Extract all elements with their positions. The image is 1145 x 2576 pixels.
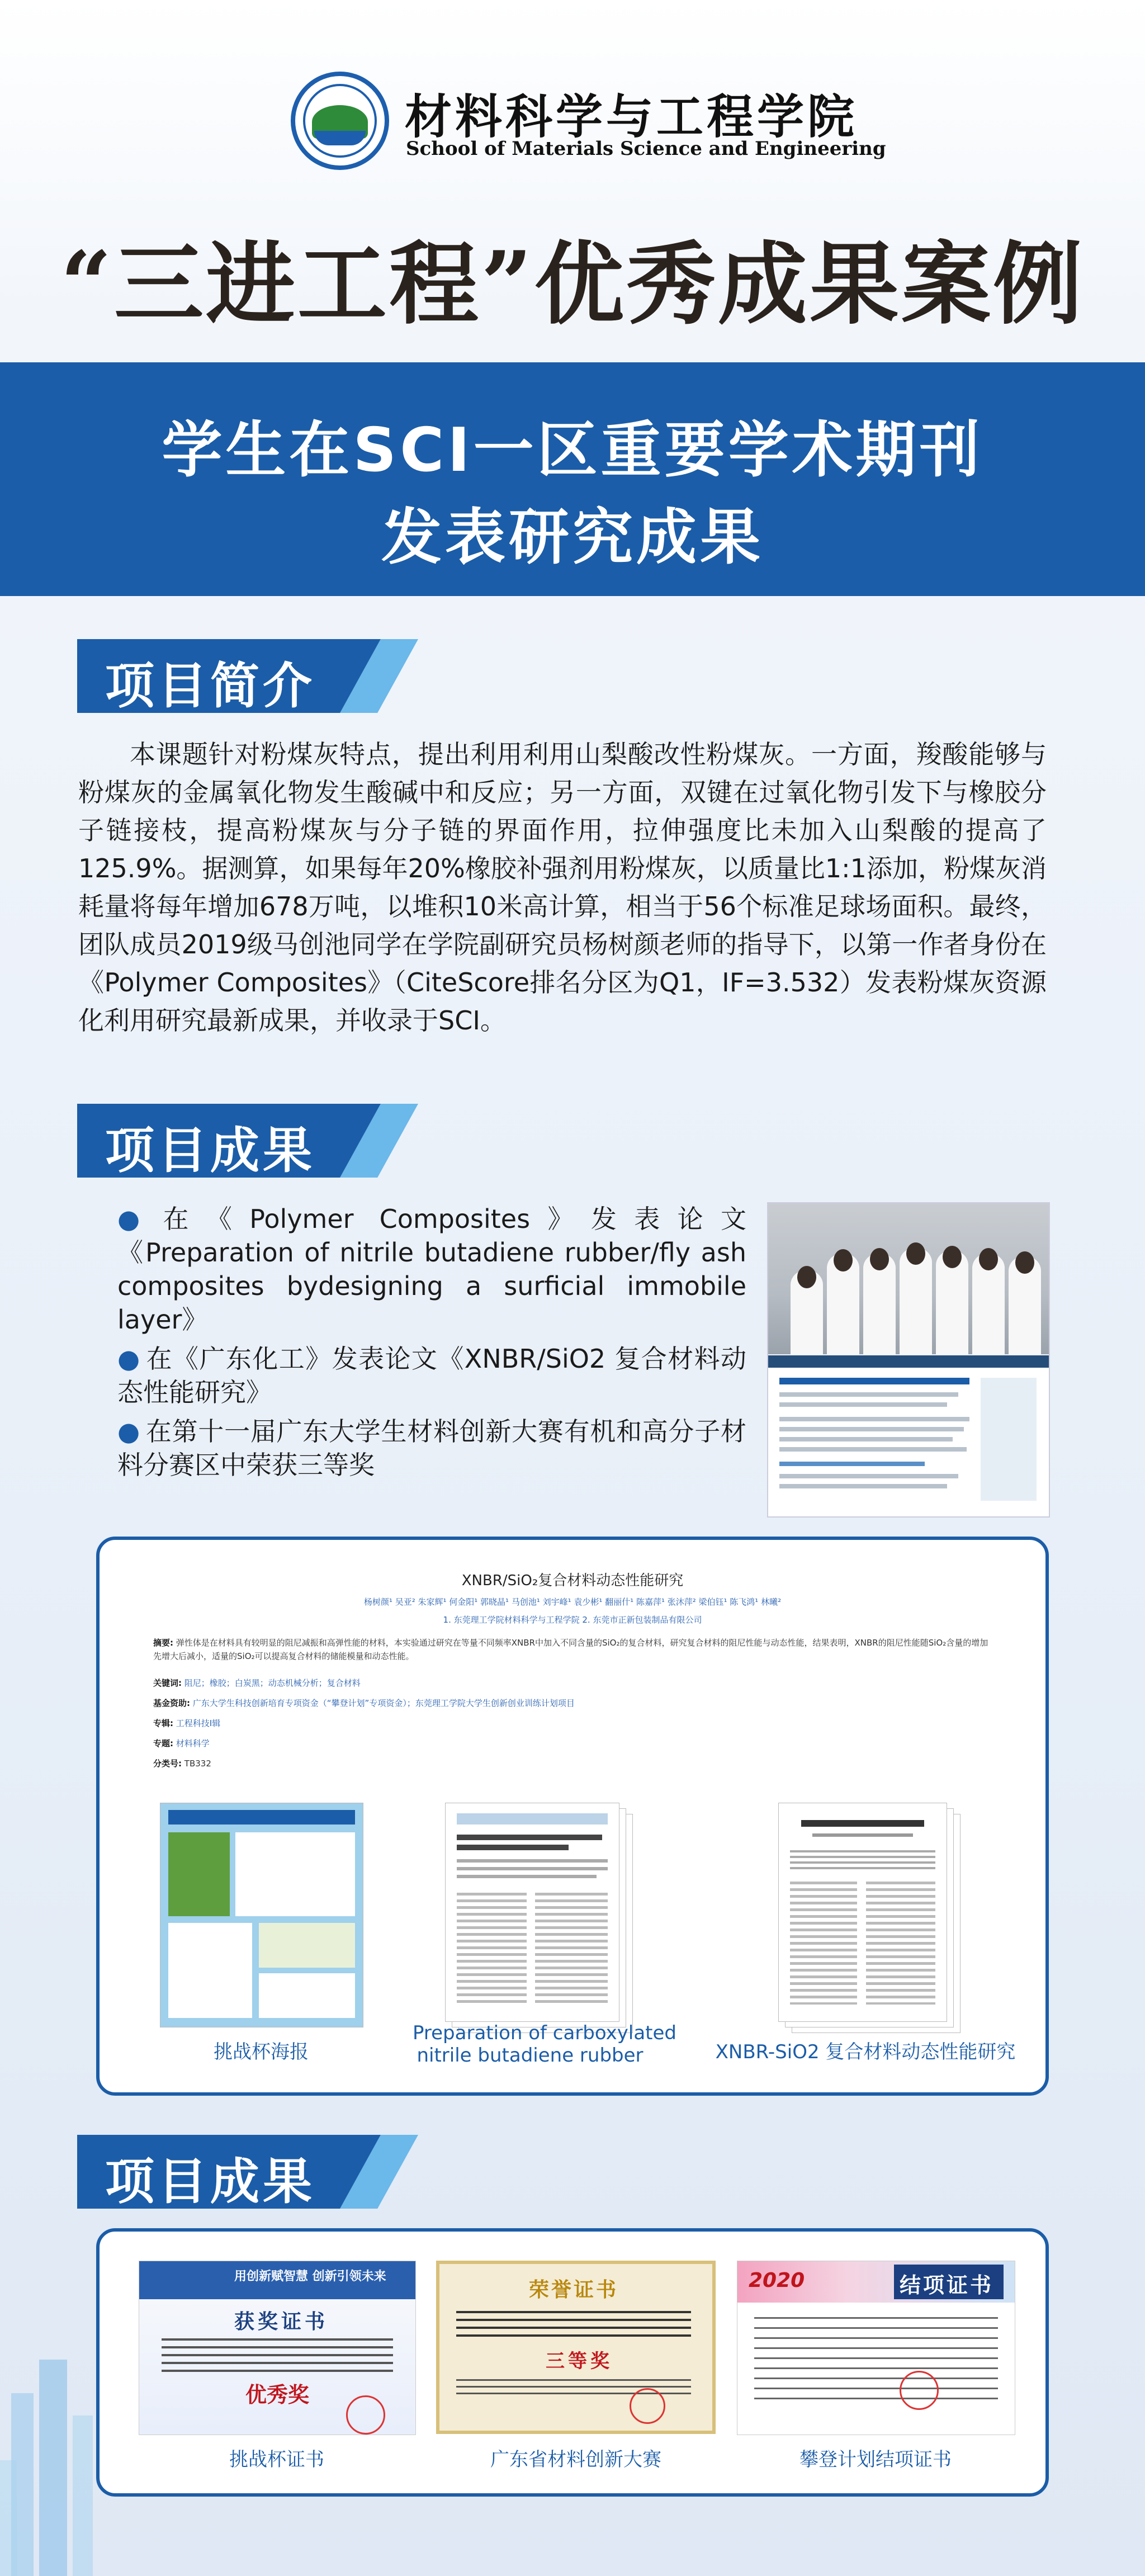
school-name-cn: 材料科学与工程学院 [405,89,858,144]
school-logo-block [291,72,886,172]
caption-xnbr: XNBR-SiO2 复合材料动态性能研究 [715,2041,1016,2063]
cert3-title: 结项证书 [900,2273,994,2298]
cert3-year: 2020 [749,2269,805,2292]
headline-banner [0,362,1145,596]
certificate-showcase-card [96,2228,1049,2497]
paper-affiliations: 1. 东莞理工学院材料科学与工程学院 2. 东莞市正新包装制品有限公司 [443,1615,702,1625]
bullet-icon: ● [117,1344,141,1374]
city-skyline-decoration [0,2293,168,2576]
section-label-text: 项目简介 [105,657,316,715]
caption-article: Preparation of carboxylated nitrile butadiene rubber [413,2022,676,2067]
article-webpage-thumbnail [768,1355,1049,1516]
main-title: “三进工程”优秀成果案例 [60,231,1085,337]
caption-cert3: 攀登计划结项证书 [799,2449,952,2471]
paper-authors: 杨树颜¹ 吴亚² 朱家辉¹ 何金阳¹ 郭晓晶¹ 马创池¹ 刘宇峰¹ 袁少彬¹ 翻丽什¹ 陈嘉萍¹ 张沐萍² 梁伯钰¹ 陈飞鸿¹ 林曦² [363,1597,782,1607]
bullet-icon: ● [117,1416,140,1447]
xnbr-article-thumbnail [778,1803,947,2022]
section-label-intro [77,639,424,713]
caption-cert1: 挑战杯证书 [229,2449,324,2471]
intro-paragraph: 本课题针对粉煤灰特点，提出利用利用山梨酸改性粉煤灰。一方面，羧酸能够与粉煤灰的金属氧化物发生酸碱中和反应；另一方面，双键在过氧化物引发下与橡胶分子链接枝，提高粉煤灰与分子链的界面作用，拉伸强度比未加入山梨酸的提高了125.9%。据测算，如果每年20%橡胶补强剂用粉煤灰，以质量比1:1添加，粉煤灰消耗量将每年增加678万吨，以堆积10米高计算，相当于56个标准足球场面积。最终，团队成员2019级马创池同学在学院副研究员杨树颜老师的指导下，以第一作者身份在《Polymer Composites》（CiteScore排名分区为Q1，IF=3.532）发表粉煤灰资源化利用研究最新成果，并收录于SCI。 [78,739,1047,1036]
paper-abstract: 摘要: 弹性体是在材料具有较明显的阻尼减振和高弹性能的材料，本实验通过研究在等量不同频率XNBR中加入不同含量的SiO₂的复合材料，研究复合材料的阻尼性能与动态性能，结果表明，XNBR的阻尼性能随SiO₂含量的增加先增大后减小，适量的SiO₂可以提高复合材料的储能模量和动态性能。 [153,1638,988,1661]
headline-line-2: 发表研究成果 [381,503,764,573]
paper-subject: 专题: 材料科学 [153,1738,210,1748]
section-label-text: 项目成果 [105,1122,316,1179]
team-photo [768,1203,1049,1354]
school-name-en: School of Materials Science and Engineering [406,138,886,160]
section-label-results-2 [77,2135,424,2209]
cert1-title: 获奖证书 [234,2310,329,2333]
paper-topic: 专辑: 工程科技Ⅰ辑 [153,1718,221,1728]
caption-cert2: 广东省材料创新大赛 [490,2449,661,2471]
paper-fund: 基金资助: 广东大学生科技创新培育专项资金（“攀登计划”专项资金）；东莞理工学院大学生创新创业训练计划项目 [153,1698,575,1708]
list-item: ● 在《Polymer Composites》发表论文《Preparation of nitrile butadiene rubber/fly ash composites bydesigning a surficial immobile layer》 [117,1204,746,1335]
cert1-header: 用创新赋智慧 创新引领未来 [234,2270,386,2284]
caption-poster: 挑战杯海报 [214,2041,309,2063]
climb-plan-completion-certificate [737,2261,1015,2435]
paper-showcase-card [96,1537,1049,2096]
section-label-results-1 [77,1104,424,1178]
polymer-composites-article-thumbnail [445,1803,619,2022]
team-photo-and-article [767,1202,1050,1518]
cert2-title: 荣誉证书 [529,2278,619,2301]
section-label-text: 项目成果 [105,2153,316,2210]
paper-keywords: 关键词: 阻尼；橡胶；白炭黑；动态机械分析；复合材料 [153,1678,361,1688]
bullet-icon: ● [117,1204,158,1234]
list-item: ● 在《广东化工》发表论文《XNBR/SiO2 复合材料动态性能研究》 [117,1344,747,1407]
headline-line-1: 学生在SCI一区重要学术期刊 [162,415,983,485]
red-seal-icon [900,2371,939,2410]
challenge-cup-poster-thumbnail [160,1803,363,2027]
cert2-award: 三等奖 [546,2350,613,2372]
guangdong-innovation-certificate [436,2261,716,2434]
paper-title: XNBR/SiO₂复合材料动态性能研究 [461,1572,684,1589]
red-seal-icon [630,2388,665,2424]
paper-class: 分类号: TB332 [153,1759,211,1769]
achievement-list [117,1202,746,1487]
list-item: ● 在第十一届广东大学生材料创新大赛有机和高分子材料分赛区中荣获三等奖 [117,1416,747,1480]
school-emblem-icon [291,72,389,170]
cert1-award: 优秀奖 [245,2383,310,2407]
red-seal-icon [346,2395,385,2435]
challenge-cup-certificate [139,2261,416,2435]
